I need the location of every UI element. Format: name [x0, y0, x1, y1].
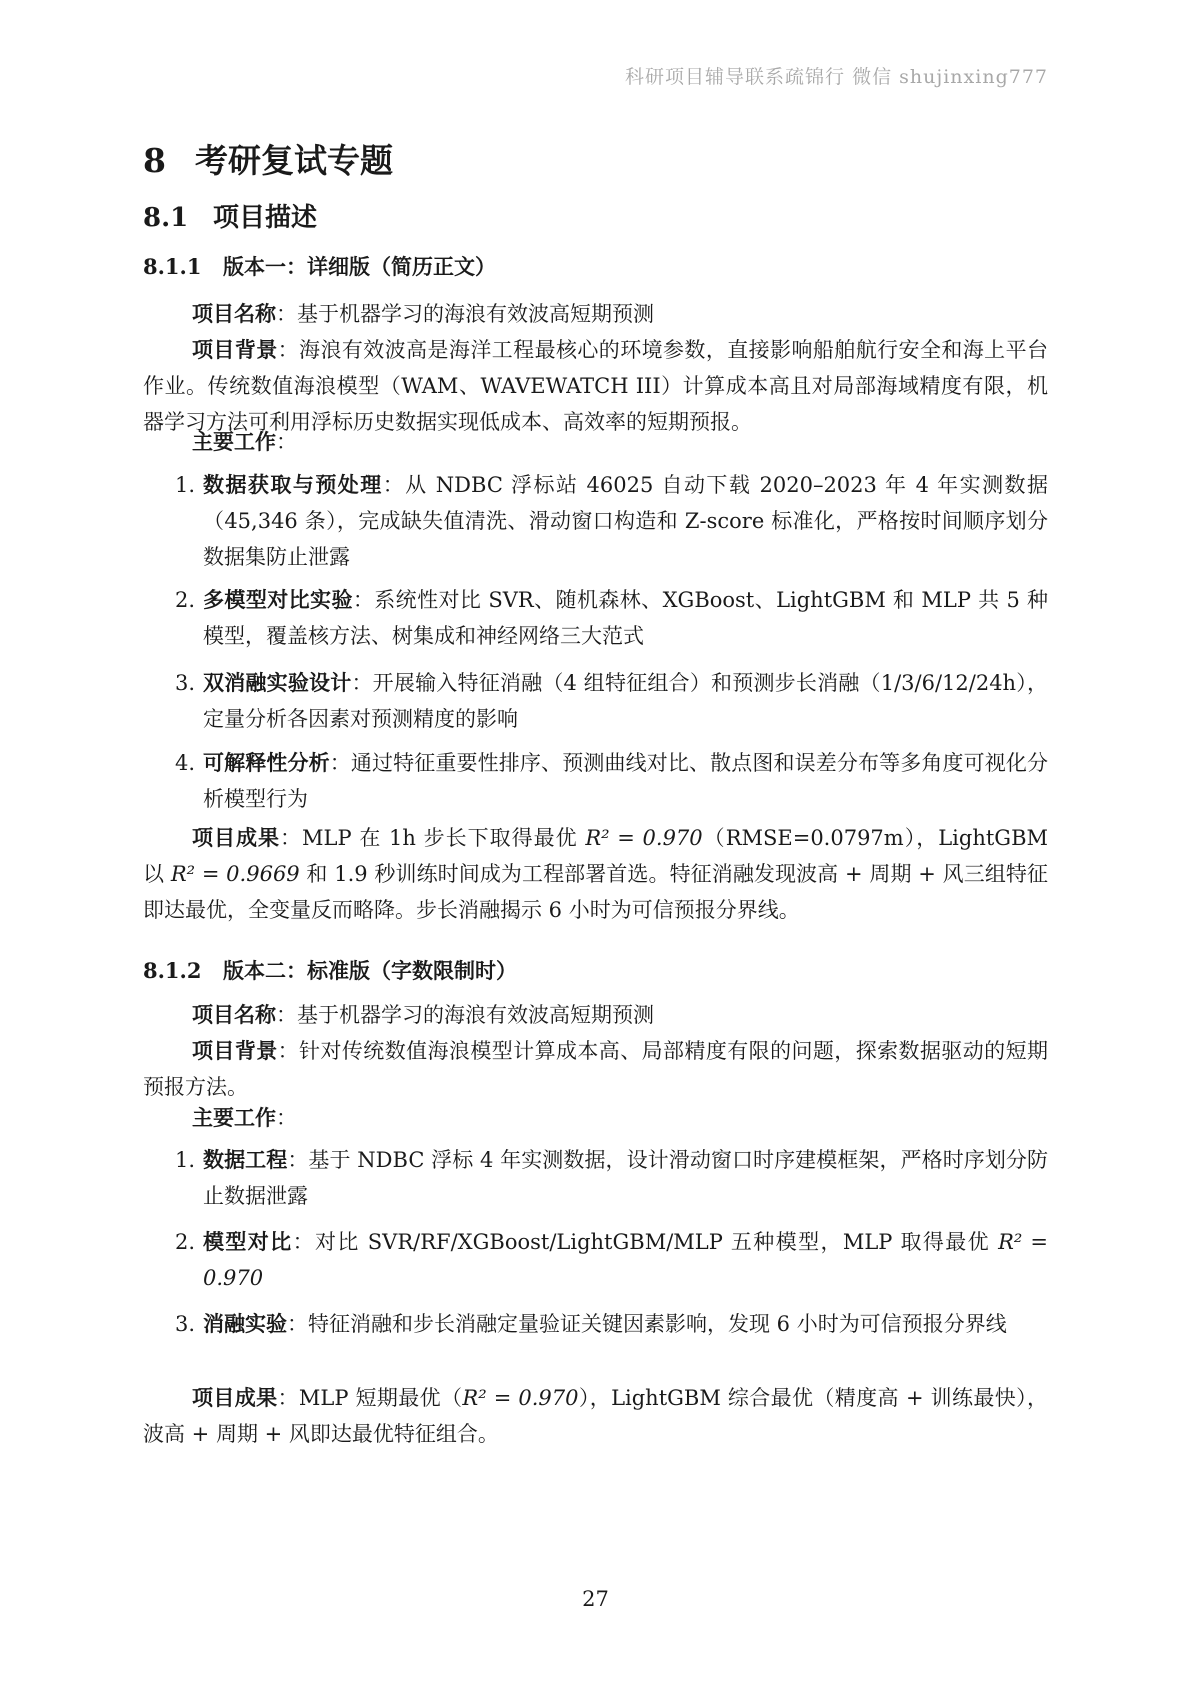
project-results-v2 [143, 1380, 1048, 1452]
list-marker: 3. [174, 1312, 195, 1336]
r2-value: R² = 0.970 [585, 826, 703, 850]
project-background-text: ：海浪有效波高是海洋工程最核心的环境参数，直接影响船舶航行安全和海上平台作业。传统数值海浪模型（WAM、WAVEWATCH III）计算成本高且对局部海域精度有限，机器学习方法可利用浮标历史数据实现低成本、高效率的短期预报。 [143, 338, 1048, 434]
list-item [143, 467, 1048, 575]
list-item-label: 多模型对比实验 [203, 587, 353, 612]
project-results-label: 项目成果 [192, 825, 281, 850]
list-item-text: ：通过特征重要性排序、预测曲线对比、散点图和误差分布等多角度可视化分析模型行为 [203, 751, 1049, 811]
section-number: 8.1 [143, 203, 189, 233]
project-background-label: 项目背景 [192, 337, 278, 362]
main-work-label: 主要工作 [192, 429, 276, 454]
list-item-label: 模型对比 [203, 1229, 293, 1254]
project-name-text: ：基于机器学习的海浪有效波高短期预测 [276, 1003, 654, 1027]
chapter-title-text: 考研复试专题 [195, 141, 393, 180]
list-item-label: 数据获取与预处理 [203, 472, 383, 497]
list-marker: 3. [174, 671, 195, 695]
list-item-label: 双消融实验设计 [203, 670, 352, 695]
list-item-label: 可解释性分析 [203, 750, 330, 775]
list-item-text: ：开展输入特征消融（4 组特征组合）和预测步长消融（1/3/6/12/24h），定量分析各因素对预测精度的影响 [203, 671, 1048, 731]
list-marker: 1. [174, 473, 195, 497]
r2-value: R² = 0.970 [203, 1230, 1048, 1290]
list-item [143, 1142, 1048, 1214]
section-title [143, 197, 317, 234]
r2-value: R² = 0.9669 [170, 862, 300, 886]
results-text: ：MLP 在 1h 步长下取得最优 [280, 826, 586, 850]
subsection-number: 8.1.1 [143, 254, 202, 279]
results-text: ），LightGBM 综合最优（精度高 + 训练最快），波高 + 周期 + 风即达最优特征组合。 [143, 1386, 1048, 1446]
project-background-label: 项目背景 [192, 1038, 278, 1063]
list-item [143, 582, 1048, 654]
subsection-number: 8.1.2 [143, 958, 202, 983]
main-work-label: 主要工作 [192, 1105, 276, 1130]
subsection-title-v2 [143, 955, 517, 985]
project-name-v1 [143, 296, 1048, 332]
page-header: 科研项目辅导联系疏锦行 微信 shujinxing777 [625, 66, 1048, 88]
list-marker: 4. [174, 751, 195, 775]
main-work-label-v1 [143, 424, 1048, 460]
project-background-v2 [143, 1033, 1048, 1105]
list-item [143, 1224, 1048, 1296]
list-marker: 2. [174, 588, 195, 612]
chapter-title [143, 135, 393, 182]
list-marker: 2. [174, 1230, 195, 1254]
results-text: （RMSE=0.0797m），LightGBM 以 [143, 826, 1049, 886]
section-title-text: 项目描述 [213, 203, 318, 233]
project-name-text: ：基于机器学习的海浪有效波高短期预测 [276, 302, 654, 326]
list-item [143, 745, 1048, 817]
list-item-label: 数据工程 [203, 1147, 288, 1172]
subsection-title-v1 [143, 251, 496, 281]
list-item-text: ：基于 NDBC 浮标 4 年实测数据，设计滑动窗口时序建模框架，严格时序划分防止数据泄露 [203, 1148, 1049, 1208]
main-work-colon: ： [276, 430, 297, 454]
page-number: 27 [582, 1587, 609, 1611]
list-marker: 1. [174, 1148, 195, 1172]
results-text: 和 1.9 秒训练时间成为工程部署首选。特征消融发现波高 + 周期 + 风三组特征即达最优，全变量反而略降。步长消融揭示 6 小时为可信预报分界线。 [143, 862, 1048, 922]
project-name-label: 项目名称 [192, 301, 276, 326]
project-name-v2 [143, 997, 1048, 1033]
subsection-title-text: 版本二：标准版（字数限制时） [223, 958, 517, 983]
main-work-colon: ： [276, 1106, 297, 1130]
list-item-label: 消融实验 [203, 1311, 287, 1336]
list-item [143, 1306, 1048, 1342]
chapter-number: 8 [143, 141, 166, 180]
subsection-title-text: 版本一：详细版（简历正文） [223, 254, 496, 279]
project-name-label: 项目名称 [192, 1002, 276, 1027]
project-background-text: ：针对传统数值海浪模型计算成本高、局部精度有限的问题，探索数据驱动的短期预报方法。 [143, 1039, 1048, 1099]
results-text: ：MLP 短期最优（ [277, 1386, 463, 1410]
list-item-text: ：特征消融和步长消融定量验证关键因素影响，发现 6 小时为可信预报分界线 [287, 1312, 1007, 1336]
main-work-label-v2 [143, 1100, 1048, 1136]
list-item [143, 665, 1048, 737]
list-item-text: ：系统性对比 SVR、随机森林、XGBoost、LightGBM 和 MLP 共 5 种模型，覆盖核方法、树集成和神经网络三大范式 [203, 588, 1049, 648]
project-results-v1 [143, 820, 1048, 928]
list-item-text: ：从 NDBC 浮标站 46025 自动下载 2020–2023 年 4 年实测数据（45,346 条），完成缺失值清洗、滑动窗口构造和 Z-score 标准化，严格按时间顺序划分数据集防止泄露 [203, 473, 1048, 569]
r2-value: R² = 0.970 [462, 1386, 579, 1410]
project-results-label: 项目成果 [192, 1385, 278, 1410]
list-item-text: ：对比 SVR/RF/XGBoost/LightGBM/MLP 五种模型，MLP 取得最优 [292, 1230, 999, 1254]
